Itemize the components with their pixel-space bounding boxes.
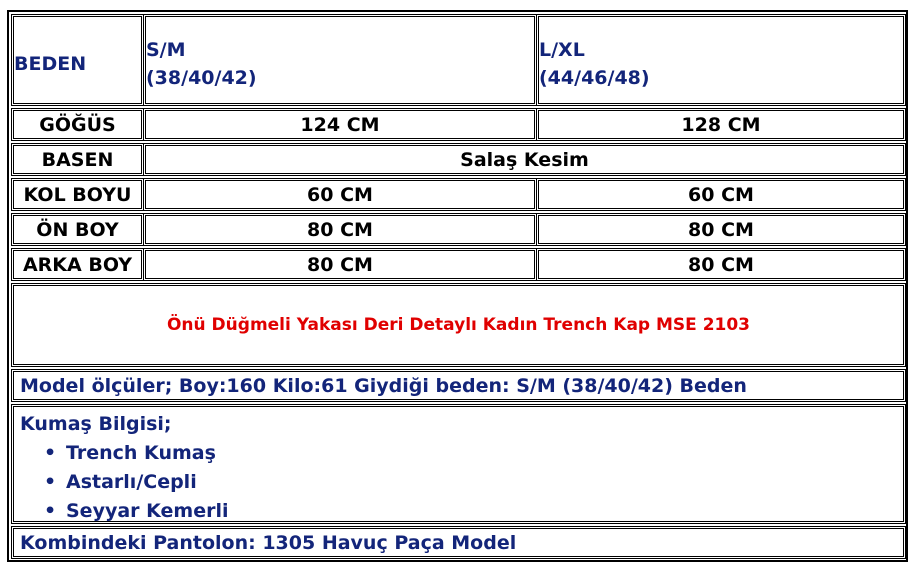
combo-info-cell [11,526,906,559]
row-value-on-boy-sm [143,213,537,246]
fabric-list [20,439,229,526]
list-item [20,468,229,497]
model-info-cell [11,369,906,402]
row-value-text: 80 CM [307,218,373,241]
row-value-kol-boyu-lxl [536,178,906,211]
row-label-arka-boy [11,248,144,281]
bullet-icon: • [44,500,57,522]
list-item [20,497,229,526]
row-value-text: 60 CM [307,183,373,206]
row-value-arka-boy-lxl [536,248,906,281]
row-label-text: ÖN BOY [36,218,119,241]
row-label-basen [11,143,144,176]
header-size-sm-cell [143,14,537,106]
product-title: Önü Düğmeli Yakası Deri Detaylı Kadın Trench Kap MSE 2103 [166,315,751,335]
row-label-text: KOL BOYU [23,183,132,206]
fabric-title: Kumaş Bilgisi; [20,413,172,435]
row-value-on-boy-lxl [536,213,906,246]
header-beden-label: BEDEN [14,53,87,75]
row-value-text: 128 CM [681,113,761,136]
header-size-lxl-cell [536,14,906,106]
fabric-info-cell [11,404,906,524]
size-sm-name: S/M [146,39,186,61]
row-value-text: 80 CM [688,253,754,276]
size-lxl-name: L/XL [539,39,585,61]
row-label-kol-boyu [11,178,144,211]
size-sm-range: (38/40/42) [146,67,257,89]
fabric-item-text: Trench Kumaş [66,442,216,464]
row-value-text: 60 CM [688,183,754,206]
combo-info-text: Kombindeki Pantolon: 1305 Havuç Paça Model [20,531,517,554]
row-value-arka-boy-sm [143,248,537,281]
fabric-item-text: Astarlı/Cepli [66,471,197,493]
row-value-kol-boyu-sm [143,178,537,211]
row-value-gogus-sm [143,108,537,141]
header-beden-cell [11,14,144,106]
row-value-basen-merged [143,143,906,176]
row-value-text: 124 CM [300,113,380,136]
row-label-text: ARKA BOY [22,253,133,276]
model-info-text: Model ölçüler; Boy:160 Kilo:61 Giydiği beden: S/M (38/40/42) Beden [20,374,747,397]
row-label-gogus [11,108,144,141]
fabric-item-text: Seyyar Kemerli [66,500,229,522]
row-label-on-boy [11,213,144,246]
size-lxl-range: (44/46/48) [539,67,650,89]
row-value-gogus-lxl [536,108,906,141]
list-item [20,439,229,468]
bullet-icon: • [44,442,57,464]
row-label-text: BASEN [41,148,114,171]
row-value-text: 80 CM [307,253,373,276]
row-value-text: Salaş Kesim [460,148,589,171]
bullet-icon: • [44,471,57,493]
row-label-text: GÖĞÜS [39,113,116,136]
row-value-text: 80 CM [688,218,754,241]
product-title-cell [11,283,906,367]
